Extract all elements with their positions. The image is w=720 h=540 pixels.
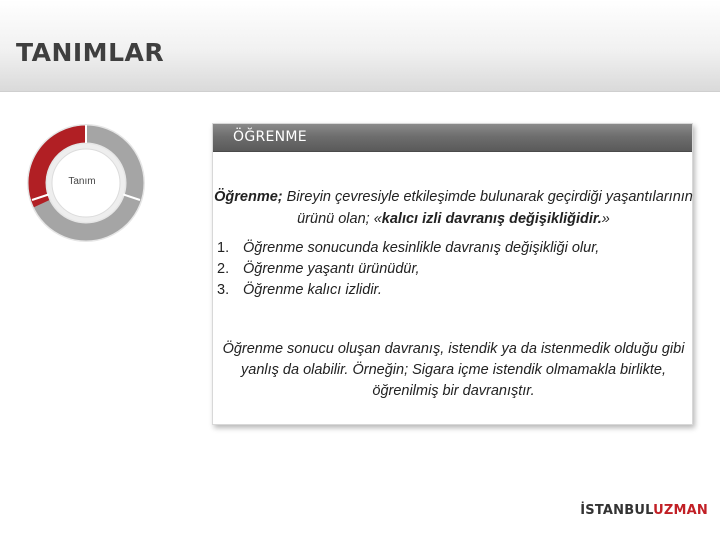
note-text: Öğrenme sonucu oluşan davranış, istendik ya da istenmedik olduğu gibi yanlış da olabilir. Örneğin; Sigara içme istendik olmamakla birlikte, öğrenilmiş bir davranıştır. <box>222 341 685 399</box>
ring-label-tanim: Tanım <box>68 176 96 187</box>
list-item <box>217 238 687 259</box>
list-text: Öğrenme sonucunda kesinlikle davranış değişikliği olur, <box>243 240 600 256</box>
points-list <box>217 238 687 301</box>
brand-part1: İSTANBUL <box>580 503 654 518</box>
panel-title: ÖĞRENME <box>233 129 307 145</box>
list-number: 2. <box>217 261 230 277</box>
definition-text <box>213 186 694 230</box>
brand-logo <box>580 503 708 518</box>
definition-quote: kalıcı izli davranış değişikliğidir. <box>381 211 602 227</box>
definition-panel <box>212 123 693 425</box>
quote-close: » <box>601 211 610 227</box>
definition-term: Öğrenme; <box>214 189 283 205</box>
list-text: Öğrenme yaşantı ürünüdür, <box>243 261 420 277</box>
list-number: 3. <box>217 282 230 298</box>
list-item <box>217 280 687 301</box>
list-text: Öğrenme kalıcı izlidir. <box>243 282 382 298</box>
list-item <box>217 259 687 280</box>
definition-lead: Bireyin çevresiyle etkileşimde bulunarak geçirdiği yaşantılarının ürünü olan; <box>282 189 693 227</box>
panel-header <box>213 124 692 152</box>
page-title: TANIMLAR <box>16 38 165 67</box>
quote-open: « <box>373 211 382 227</box>
list-number: 1. <box>217 240 230 256</box>
brand-part2: UZMAN <box>653 503 708 518</box>
